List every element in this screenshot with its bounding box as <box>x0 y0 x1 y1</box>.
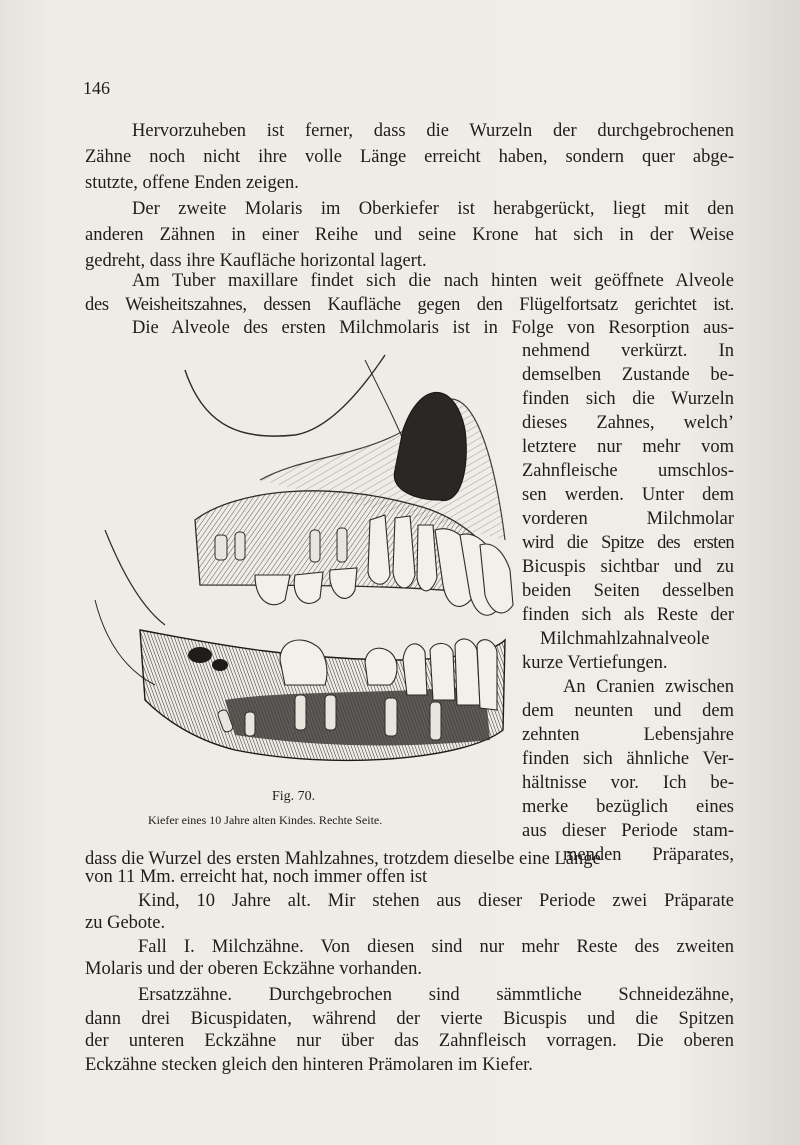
side-text-line: Milchmahlzahnalveole <box>540 629 710 649</box>
side-text-line: wird die Spitze des ersten <box>522 533 734 553</box>
text-line: Fall I. Milchzähne. Von diesen sind nur mehr Reste des zweiten <box>138 937 734 957</box>
side-text-line: merke bezüglich eines <box>522 797 734 817</box>
text-line: von 11 Mm. erreicht hat, noch immer offen ist <box>85 867 428 887</box>
side-text-line: letztere nur mehr vom <box>522 437 734 457</box>
side-text-line: menden Präparates, <box>563 845 734 865</box>
text-line: stutzte, offene Enden zeigen. <box>85 173 299 193</box>
side-text-line: finden sich als Reste der <box>522 605 734 625</box>
text-line: anderen Zähnen in einer Reihe und seine Krone hat sich in der Weise <box>85 225 734 245</box>
text-line: Hervorzuheben ist ferner, dass die Wurzeln der durchgebrochenen <box>132 121 734 141</box>
side-text-line: vorderen Milchmolar <box>522 509 734 529</box>
side-text-line: Bicuspis sichtbar und zu <box>522 557 734 577</box>
text-line: Eckzähne stecken gleich den hinteren Prämolaren im Kiefer. <box>85 1055 533 1075</box>
side-text-line: finden sich die Wurzeln <box>522 389 734 409</box>
side-text-line: beiden Seiten desselben <box>522 581 734 601</box>
text-line: Molaris und der oberen Eckzähne vorhanden. <box>85 959 422 979</box>
side-text-line: Zahnfleische umschlos- <box>522 461 734 481</box>
text-line: Am Tuber maxillare findet sich die nach hinten weit geöffnete Alveole <box>132 271 734 291</box>
side-text-line: An Cranien zwischen <box>563 677 734 697</box>
side-text-line: sen werden. Unter dem <box>522 485 734 505</box>
figure-caption: Kiefer eines 10 Jahre alten Kindes. Rechte Seite. <box>148 813 383 827</box>
side-text-line: dieses Zahnes, welch’ <box>522 413 734 433</box>
page-number: 146 <box>83 78 110 98</box>
text-line: Ersatzzähne. Durchgebrochen sind sämmtliche Schneidezähne, <box>138 985 734 1005</box>
jaw-illustration <box>85 340 515 790</box>
text-line: Kind, 10 Jahre alt. Mir stehen aus dieser Periode zwei Präparate <box>138 891 734 911</box>
side-text-line: zehnten Lebensjahre <box>522 725 734 745</box>
text-line: Zähne noch nicht ihre volle Länge erreicht haben, sondern quer abge- <box>85 147 734 167</box>
text-line: der unteren Eckzähne nur über das Zahnfleisch vorragen. Die oberen <box>85 1031 734 1051</box>
figure-label: Fig. 70. <box>272 789 316 804</box>
side-text-line: demselben Zustande be- <box>522 365 734 385</box>
side-text-line: aus dieser Periode stam- <box>522 821 734 841</box>
side-text-line: dem neunten und dem <box>522 701 734 721</box>
text-line: dann drei Bicuspidaten, während der vierte Bicuspis und die Spitzen <box>85 1009 734 1029</box>
text-line: Der zweite Molaris im Oberkiefer ist herabgerückt, liegt mit den <box>132 199 734 219</box>
text-line: Die Alveole des ersten Milchmolaris ist in Folge von Resorption aus- <box>132 318 734 338</box>
text-line: gedreht, dass ihre Kaufläche horizontal lagert. <box>85 251 427 271</box>
text-line: zu Gebote. <box>85 913 166 933</box>
text-line: dass die Wurzel des ersten Mahlzahnes, trotzdem dieselbe eine Länge <box>85 849 601 869</box>
side-text-line: hältnisse vor. Ich be- <box>522 773 734 793</box>
side-text-line: finden sich ähnliche Ver- <box>522 749 734 769</box>
side-text-line: nehmend verkürzt. In <box>522 341 734 361</box>
side-text-line: kurze Vertiefungen. <box>522 653 668 673</box>
text-line: des Weisheitszahnes, dessen Kaufläche gegen den Flügelfortsatz gerichtet ist. <box>85 295 734 315</box>
